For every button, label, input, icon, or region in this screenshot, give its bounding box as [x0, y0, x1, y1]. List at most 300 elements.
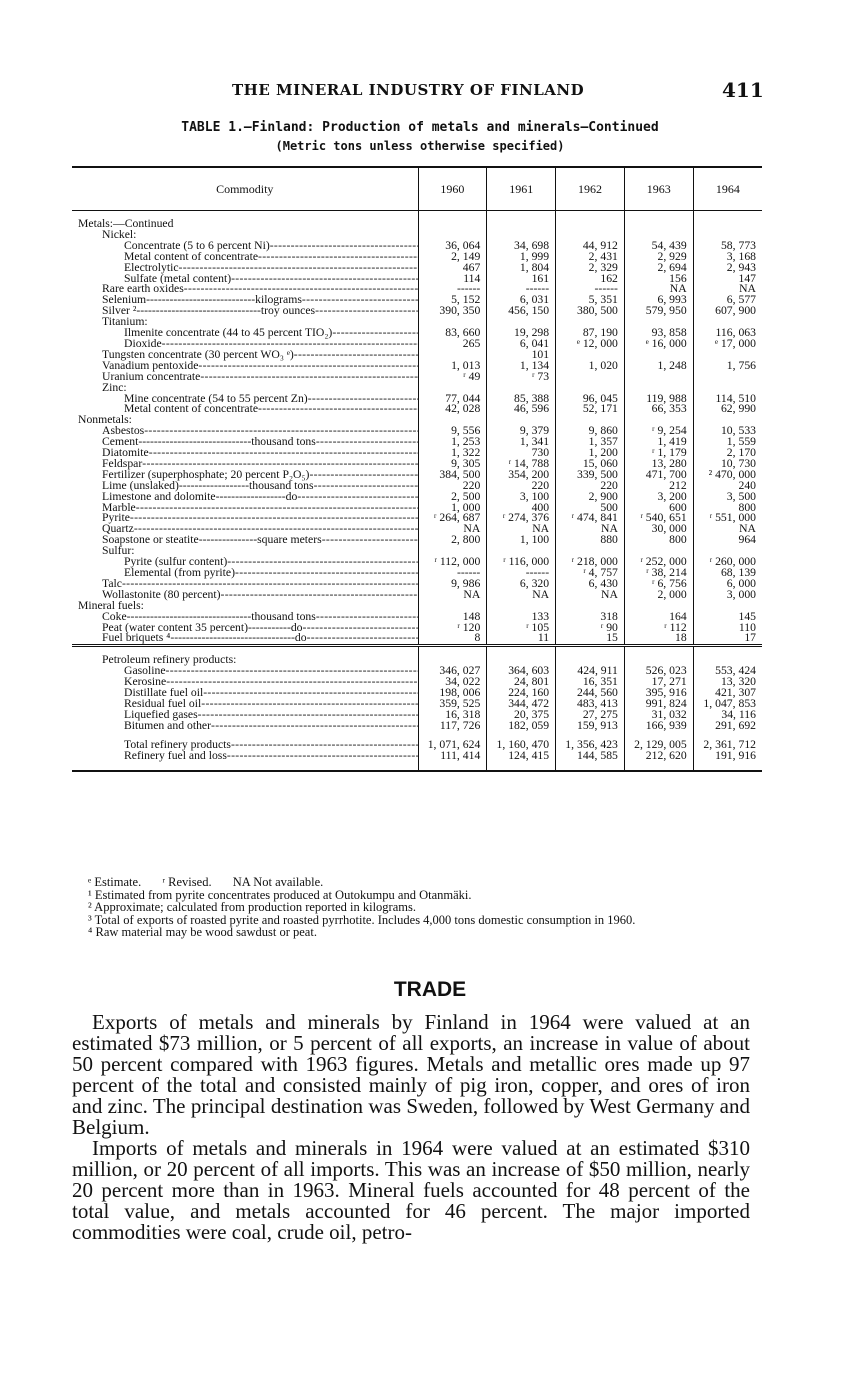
value-cell: NA	[556, 524, 625, 535]
value-cell: 124, 415	[487, 751, 556, 762]
value-cell: 1, 804	[487, 263, 556, 274]
table-row	[72, 263, 762, 274]
table-row	[72, 710, 762, 721]
commodity-label: Soapstone or steatite---------------square meters -----	[72, 535, 418, 546]
footnote-key-revised: ʳ Revised.	[162, 875, 212, 889]
table-row	[72, 535, 762, 546]
footnote-1: ¹ Estimated from pyrite concentrates produced at Outokumpu and Otanmäki.	[88, 887, 472, 902]
value-cell: 220	[418, 481, 487, 492]
commodity-label: Residual fuel oil -----	[72, 699, 418, 710]
value-cell: 114, 510	[693, 394, 762, 405]
value-cell: 17	[693, 633, 762, 645]
value-cell: 162	[556, 274, 625, 285]
footnote-2: ² Approximate; calculated from production reported in kilograms.	[88, 900, 416, 914]
table-row	[72, 415, 762, 426]
value-cell	[693, 372, 762, 383]
value-cell	[693, 415, 762, 426]
spacer-cell	[487, 762, 556, 771]
value-cell: 2, 000	[624, 590, 693, 601]
table-row	[72, 688, 762, 699]
value-cell: ʳ 540, 651	[624, 513, 693, 524]
table-row	[72, 372, 762, 383]
value-cell: 31, 032	[624, 710, 693, 721]
value-cell: ------	[418, 284, 487, 295]
value-cell: 1, 756	[693, 361, 762, 372]
value-cell: ² 470, 000	[693, 470, 762, 481]
table-row	[72, 252, 762, 263]
value-cell	[624, 415, 693, 426]
value-cell	[693, 655, 762, 666]
value-cell: 34, 022	[418, 677, 487, 688]
value-cell: 579, 950	[624, 306, 693, 317]
value-cell: 11	[487, 633, 556, 645]
commodity-label: Electrolytic -----	[72, 263, 418, 274]
value-cell: 424, 911	[556, 666, 625, 677]
value-cell: 10, 533	[693, 426, 762, 437]
value-cell	[624, 383, 693, 394]
table-row	[72, 339, 762, 350]
value-cell: 500	[556, 503, 625, 514]
value-cell: 93, 858	[624, 328, 693, 339]
value-cell	[487, 601, 556, 612]
value-cell	[624, 350, 693, 361]
spacer-cell	[693, 762, 762, 771]
table-spacer-row	[72, 211, 762, 220]
commodity-label: Tungsten concentrate (30 percent WO₃ ᵉ) -----	[72, 350, 418, 361]
commodity-label: Asbestos -----	[72, 426, 418, 437]
value-cell: 9, 379	[487, 426, 556, 437]
page-number: 411	[722, 78, 764, 102]
table-row	[72, 721, 762, 732]
value-cell: 19, 298	[487, 328, 556, 339]
table-row	[72, 601, 762, 612]
value-cell: 13, 320	[693, 677, 762, 688]
value-cell: 1, 160, 470	[487, 740, 556, 751]
value-cell	[624, 230, 693, 241]
paragraph-exports: Exports of metals and minerals by Finland in 1964 were valued at an estimated $73 million, or 5 percent of all exports, an increase in value of about 50 percent compared with 1963 figures. Metals and metallic ores made up 97 percent of the total and consisted mainly of pig iron, copper, and ores of iron and zinc. The principal destination was Sweden, followed by West Germany and Belgium.	[72, 1010, 750, 1139]
commodity-label: Mineral fuels:	[78, 600, 144, 612]
value-cell: ʳ 264, 687	[418, 513, 487, 524]
value-cell: 54, 439	[624, 241, 693, 252]
commodity-label: Metals:—Continued	[78, 219, 174, 230]
commodity-label: Gasoline -----	[72, 666, 418, 677]
value-cell	[487, 655, 556, 666]
table-row	[72, 241, 762, 252]
value-cell: 2, 329	[556, 263, 625, 274]
commodity-label: Nonmetals:	[78, 415, 132, 427]
commodity-label: Ilmenite concentrate (44 to 45 percent TIO₂) -----	[72, 328, 418, 339]
value-cell: 2, 431	[556, 252, 625, 263]
value-cell: 1, 248	[624, 361, 693, 372]
value-cell	[418, 350, 487, 361]
value-cell: 114	[418, 274, 487, 285]
commodity-label: Elemental (from pyrite) -----	[72, 568, 418, 579]
value-cell	[693, 546, 762, 557]
commodity-label: Talc -----	[72, 579, 418, 590]
body-text	[72, 1012, 750, 1243]
value-cell: 9, 305	[418, 459, 487, 470]
value-cell: ʳ 551, 000	[693, 513, 762, 524]
value-cell: ʳ 38, 214	[624, 568, 693, 579]
value-cell: 991, 824	[624, 699, 693, 710]
value-cell: 20, 375	[487, 710, 556, 721]
footnote-key-na: NA Not available.	[232, 875, 324, 889]
value-cell: NA	[418, 524, 487, 535]
column-header-1962: 1962	[556, 167, 625, 211]
value-cell: 62, 990	[693, 404, 762, 415]
value-cell: NA	[487, 524, 556, 535]
table-row	[72, 699, 762, 710]
value-cell: ʳ 9, 254	[624, 426, 693, 437]
table-row	[72, 546, 762, 557]
value-cell: ʳ 474, 841	[556, 513, 625, 524]
table-row	[72, 751, 762, 762]
value-cell: ʳ 6, 756	[624, 579, 693, 590]
table-row	[72, 524, 762, 535]
value-cell: 2, 929	[624, 252, 693, 263]
commodity-label: Limestone and dolomite------------------do -----	[72, 492, 418, 503]
value-cell: 42, 028	[418, 404, 487, 415]
table-row	[72, 740, 762, 751]
commodity-label: Metal content of concentrate -----	[72, 252, 418, 263]
commodity-label: Lime (unslaked)------------------thousand tons -----	[72, 481, 418, 492]
table-row	[72, 230, 762, 241]
value-cell: 2, 500	[418, 492, 487, 503]
value-cell: ʳ 252, 000	[624, 557, 693, 568]
table-row	[72, 274, 762, 285]
running-title: THE MINERAL INDUSTRY OF FINLAND	[232, 81, 585, 99]
value-cell	[624, 317, 693, 328]
value-cell: 3, 500	[693, 492, 762, 503]
value-cell: 10, 730	[693, 459, 762, 470]
value-cell: 1, 322	[418, 448, 487, 459]
value-cell: 68, 139	[693, 568, 762, 579]
value-cell	[556, 317, 625, 328]
footnote-key-estimate: ᵉ Estimate.	[88, 875, 142, 889]
value-cell: 456, 150	[487, 306, 556, 317]
table-row	[72, 470, 762, 481]
value-cell: ʳ 218, 000	[556, 557, 625, 568]
spacer-cell	[624, 732, 693, 740]
value-cell: 3, 168	[693, 252, 762, 263]
value-cell: 467	[418, 263, 487, 274]
spacer-cell	[72, 646, 418, 656]
value-cell: 44, 912	[556, 241, 625, 252]
value-cell: 607, 900	[693, 306, 762, 317]
value-cell: 1, 559	[693, 437, 762, 448]
commodity-label: Peat (water content 35 percent)-----------do -----	[72, 623, 418, 634]
value-cell	[418, 601, 487, 612]
value-cell: 144, 585	[556, 751, 625, 762]
spacer-cell	[624, 762, 693, 771]
value-cell: 5, 351	[556, 295, 625, 306]
value-cell: NA	[624, 284, 693, 295]
value-cell	[418, 546, 487, 557]
value-cell: 1, 357	[556, 437, 625, 448]
value-cell: 164	[624, 612, 693, 623]
value-cell: 730	[487, 448, 556, 459]
value-cell: 240	[693, 481, 762, 492]
value-cell	[624, 601, 693, 612]
value-cell: ʳ 112	[624, 623, 693, 634]
column-header-1963: 1963	[624, 167, 693, 211]
value-cell: 346, 027	[418, 666, 487, 677]
value-cell: 553, 424	[693, 666, 762, 677]
value-cell	[487, 317, 556, 328]
value-cell: 6, 430	[556, 579, 625, 590]
column-header-commodity: Commodity	[72, 167, 418, 211]
refinery-heading: Petroleum refinery products:	[102, 655, 237, 667]
value-cell: 318	[556, 612, 625, 623]
table-row	[72, 568, 762, 579]
footnote-3: ³ Total of exports of roasted pyrite and roasted pyrrhotite. Includes 4,000 tons domestic consumption in 1960.	[88, 912, 636, 927]
value-cell: 111, 414	[418, 751, 487, 762]
table-row	[72, 284, 762, 295]
value-cell: 6, 031	[487, 295, 556, 306]
value-cell: 1, 000	[418, 503, 487, 514]
spacer-cell	[624, 211, 693, 220]
value-cell: 101	[487, 350, 556, 361]
value-cell	[418, 383, 487, 394]
value-cell: 6, 993	[624, 295, 693, 306]
spacer-cell	[418, 732, 487, 740]
commodity-label: Cement-----------------------------thousand tons -----	[72, 437, 418, 448]
value-cell: 2, 900	[556, 492, 625, 503]
commodity-label: Fuel briquets ⁴--------------------------------do -----	[72, 633, 418, 645]
value-cell	[693, 317, 762, 328]
spacer-cell	[556, 732, 625, 740]
table-title: TABLE 1.—Finland: Production of metals and minerals—Continued	[181, 120, 659, 135]
value-cell: 159, 913	[556, 721, 625, 732]
value-cell	[693, 219, 762, 230]
value-cell: ʳ 260, 000	[693, 557, 762, 568]
value-cell: 344, 472	[487, 699, 556, 710]
commodity-label: Fertilizer (superphosphate; 20 percent P₂O₅) -----	[72, 470, 418, 481]
value-cell: 87, 190	[556, 328, 625, 339]
value-cell	[624, 372, 693, 383]
column-header-1961: 1961	[487, 167, 556, 211]
value-cell: 110	[693, 623, 762, 634]
value-cell: 384, 500	[418, 470, 487, 481]
footnote-key-line	[72, 876, 762, 889]
table-row	[72, 481, 762, 492]
table-row	[72, 579, 762, 590]
table-row	[72, 503, 762, 514]
commodity-label: Sulfur:	[102, 546, 135, 558]
value-cell: 16, 318	[418, 710, 487, 721]
value-cell: 400	[487, 503, 556, 514]
value-cell: 16, 351	[556, 677, 625, 688]
commodity-label: Rare earth oxides -----	[72, 284, 418, 295]
value-cell: 600	[624, 503, 693, 514]
commodity-label: Marble -----	[72, 503, 418, 514]
value-cell: 6, 320	[487, 579, 556, 590]
value-cell: 3, 200	[624, 492, 693, 503]
value-cell: 220	[487, 481, 556, 492]
spacer-cell	[693, 646, 762, 656]
running-head	[0, 78, 860, 106]
commodity-label: Sulfate (metal content) -----	[72, 274, 418, 285]
value-cell	[487, 230, 556, 241]
value-cell	[624, 655, 693, 666]
value-cell: 1, 047, 853	[693, 699, 762, 710]
commodity-label: Kerosine -----	[72, 677, 418, 688]
value-cell: NA	[487, 590, 556, 601]
value-cell: 83, 660	[418, 328, 487, 339]
table-row	[72, 677, 762, 688]
value-cell: 5, 152	[418, 295, 487, 306]
value-cell: 66, 353	[624, 404, 693, 415]
value-cell: 182, 059	[487, 721, 556, 732]
value-cell: 6, 000	[693, 579, 762, 590]
value-cell: ᵉ 17, 000	[693, 339, 762, 350]
value-cell: 119, 988	[624, 394, 693, 405]
commodity-label: Feldspar -----	[72, 459, 418, 470]
value-cell: ʳ 49	[418, 372, 487, 383]
value-cell: 166, 939	[624, 721, 693, 732]
value-cell	[556, 350, 625, 361]
table-row	[72, 612, 762, 623]
value-cell: 1, 200	[556, 448, 625, 459]
value-cell: 17, 271	[624, 677, 693, 688]
value-cell: 244, 560	[556, 688, 625, 699]
commodity-label: Metal content of concentrate -----	[72, 404, 418, 415]
commodity-label: Pyrite -----	[72, 513, 418, 524]
commodity-label: Wollastonite (80 percent) -----	[72, 590, 418, 601]
spacer-cell	[556, 762, 625, 771]
commodity-label: Concentrate (5 to 6 percent Ni) -----	[72, 241, 418, 252]
spacer-cell	[487, 211, 556, 220]
value-cell	[556, 601, 625, 612]
table-caption	[120, 120, 720, 153]
spacer-cell	[693, 211, 762, 220]
table-row	[72, 404, 762, 415]
table-row	[72, 492, 762, 503]
value-cell: NA	[418, 590, 487, 601]
value-cell: 2, 129, 005	[624, 740, 693, 751]
spacer-cell	[72, 211, 418, 220]
value-cell: 148	[418, 612, 487, 623]
value-cell: 198, 006	[418, 688, 487, 699]
value-cell: 1, 071, 624	[418, 740, 487, 751]
footnote-4: ⁴ Raw material may be wood sawdust or peat.	[88, 925, 317, 939]
commodity-label: Nickel:	[102, 229, 137, 241]
value-cell: 1, 253	[418, 437, 487, 448]
section-heading: TRADE	[393, 978, 467, 1001]
value-cell: 85, 388	[487, 394, 556, 405]
spacer-cell	[418, 211, 487, 220]
value-cell: 116, 063	[693, 328, 762, 339]
table-row	[72, 383, 762, 394]
value-cell: 354, 200	[487, 470, 556, 481]
table-spacer-row	[72, 646, 762, 656]
value-cell	[556, 219, 625, 230]
table-row	[72, 590, 762, 601]
value-cell	[418, 230, 487, 241]
value-cell: 156	[624, 274, 693, 285]
value-cell: 1, 341	[487, 437, 556, 448]
value-cell	[418, 655, 487, 666]
value-cell: 526, 023	[624, 666, 693, 677]
commodity-label: Refinery fuel and loss -----	[72, 751, 418, 762]
commodity-label: Bitumen and other -----	[72, 721, 418, 732]
value-cell: 191, 916	[693, 751, 762, 762]
table-row	[72, 295, 762, 306]
table-row	[72, 513, 762, 524]
table-row	[72, 219, 762, 230]
spacer-cell	[556, 211, 625, 220]
table-body	[72, 211, 762, 771]
value-cell	[693, 350, 762, 361]
spacer-cell	[556, 646, 625, 656]
value-cell: 117, 726	[418, 721, 487, 732]
spacer-cell	[487, 732, 556, 740]
value-cell	[556, 230, 625, 241]
value-cell: NA	[693, 524, 762, 535]
value-cell: 265	[418, 339, 487, 350]
value-cell	[556, 655, 625, 666]
table-spacer-row	[72, 732, 762, 740]
table-row	[72, 306, 762, 317]
value-cell: 964	[693, 535, 762, 546]
column-header-1960: 1960	[418, 167, 487, 211]
table-row	[72, 448, 762, 459]
value-cell: 359, 525	[418, 699, 487, 710]
value-cell: 3, 000	[693, 590, 762, 601]
commodity-label: Dioxide -----	[72, 339, 418, 350]
spacer-cell	[72, 732, 418, 740]
value-cell: 1, 020	[556, 361, 625, 372]
value-cell	[487, 219, 556, 230]
value-cell	[556, 415, 625, 426]
value-cell: 161	[487, 274, 556, 285]
value-cell: 2, 361, 712	[693, 740, 762, 751]
commodity-label: Titanium:	[102, 317, 148, 329]
value-cell: ------	[487, 284, 556, 295]
table-row	[72, 557, 762, 568]
commodity-label: Uranium concentrate -----	[72, 372, 418, 383]
value-cell: 395, 916	[624, 688, 693, 699]
value-cell: 364, 603	[487, 666, 556, 677]
value-cell: 471, 700	[624, 470, 693, 481]
value-cell: 147	[693, 274, 762, 285]
value-cell: ᵉ 12, 000	[556, 339, 625, 350]
spacer-cell	[693, 732, 762, 740]
value-cell: 13, 280	[624, 459, 693, 470]
value-cell: 220	[556, 481, 625, 492]
value-cell: NA	[556, 590, 625, 601]
value-cell	[487, 415, 556, 426]
value-cell: ʳ 274, 376	[487, 513, 556, 524]
table-row	[72, 426, 762, 437]
value-cell: ʳ 112, 000	[418, 557, 487, 568]
value-cell: ʳ 120	[418, 623, 487, 634]
spacer-cell	[487, 646, 556, 656]
value-cell: 224, 160	[487, 688, 556, 699]
value-cell: ʳ 116, 000	[487, 557, 556, 568]
table-row	[72, 328, 762, 339]
value-cell: 212	[624, 481, 693, 492]
value-cell: 1, 356, 423	[556, 740, 625, 751]
value-cell: 880	[556, 535, 625, 546]
value-cell	[693, 230, 762, 241]
column-header-1964: 1964	[693, 167, 762, 211]
value-cell	[693, 601, 762, 612]
commodity-label: Quartz -----	[72, 524, 418, 535]
value-cell: 2, 170	[693, 448, 762, 459]
paragraph-imports: Imports of metals and minerals in 1964 were valued at an estimated $310 million, or 20 percent of all imports. This was an increase of $50 million, nearly 20 percent more than in 1963. Mineral fuels accounted for 48 percent of the total value, and metals accounted for 46 percent. The major imported commodities were coal, crude oil, petro-	[72, 1136, 750, 1244]
table-row	[72, 317, 762, 328]
